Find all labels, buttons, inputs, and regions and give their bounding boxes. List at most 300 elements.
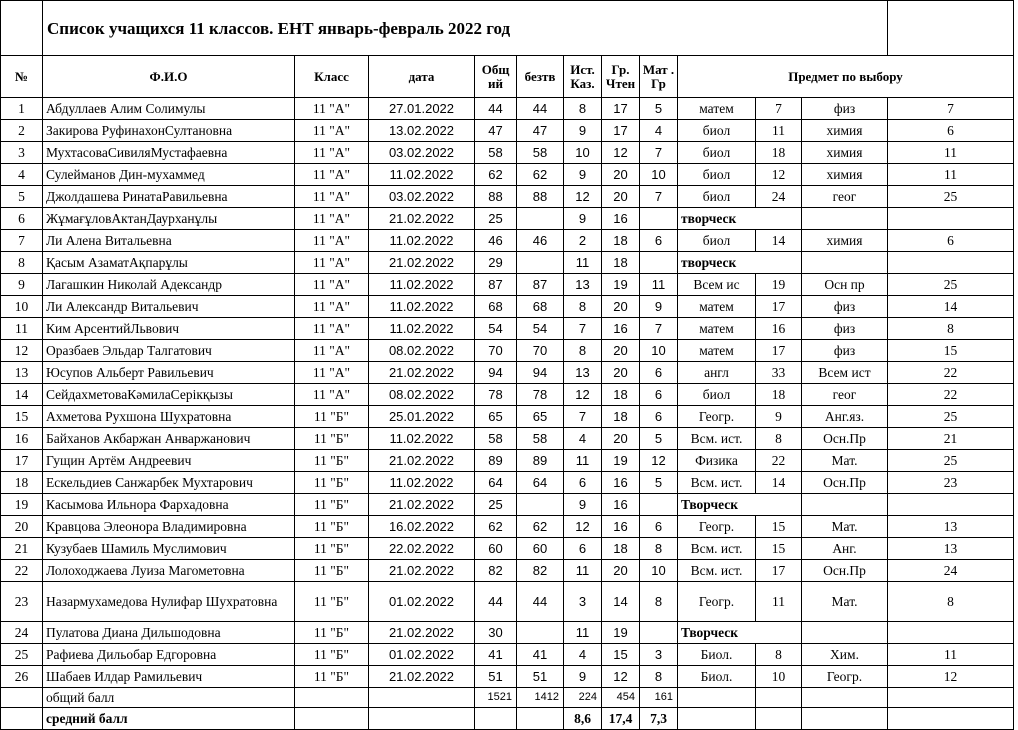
score-math xyxy=(640,208,678,230)
table-row xyxy=(1,98,1014,120)
elective-subject-2: Мат. xyxy=(802,516,888,538)
score-bezt: 68 xyxy=(517,296,564,318)
averages-label: средний балл xyxy=(43,708,295,730)
student-name: Ким АрсентийЛьвович xyxy=(43,318,295,340)
totals-history: 224 xyxy=(564,688,602,708)
score-bezt: 64 xyxy=(517,472,564,494)
elective-score-2: 11 xyxy=(888,164,1014,186)
exam-date: 11.02.2022 xyxy=(369,428,475,450)
header-bezt: безтв xyxy=(517,56,564,98)
score-math: 9 xyxy=(640,296,678,318)
student-name: Юсупов Альберт Равильевич xyxy=(43,362,295,384)
row-number: 7 xyxy=(1,230,43,252)
score-total: 88 xyxy=(475,186,517,208)
student-name: Лолоходжаева Луиза Магометовна xyxy=(43,560,295,582)
row-number: 10 xyxy=(1,296,43,318)
score-reading: 17 xyxy=(602,98,640,120)
elective-score-2: 13 xyxy=(888,538,1014,560)
elective-subject-1: Всм. ист. xyxy=(678,538,756,560)
elective-subject-2: физ xyxy=(802,98,888,120)
table-row xyxy=(1,666,1014,688)
row-number: 17 xyxy=(1,450,43,472)
score-bezt: 54 xyxy=(517,318,564,340)
elective-score-2: 25 xyxy=(888,406,1014,428)
elective-score-1: 10 xyxy=(756,666,802,688)
totals-bezt: 1412 xyxy=(517,688,564,708)
elective-subject-1: матем xyxy=(678,98,756,120)
exam-date: 01.02.2022 xyxy=(369,582,475,622)
averages-empty-bezt xyxy=(517,708,564,730)
header-class: Класс xyxy=(295,56,369,98)
exam-date: 11.02.2022 xyxy=(369,472,475,494)
score-reading: 16 xyxy=(602,516,640,538)
score-total: 68 xyxy=(475,296,517,318)
elective-score-2: 22 xyxy=(888,384,1014,406)
elective-subject-2: химия xyxy=(802,142,888,164)
student-name: Рафиева Дильобар Едгоровна xyxy=(43,644,295,666)
elective-score-2: 11 xyxy=(888,142,1014,164)
header-math: Мат . Гр xyxy=(640,56,678,98)
score-history: 9 xyxy=(564,208,602,230)
score-reading: 18 xyxy=(602,406,640,428)
table-row xyxy=(1,582,1014,622)
header-fio: Ф.И.О xyxy=(43,56,295,98)
header-read: Гр. Чтен xyxy=(602,56,640,98)
score-math: 6 xyxy=(640,384,678,406)
score-reading: 20 xyxy=(602,296,640,318)
score-math: 5 xyxy=(640,472,678,494)
table-row xyxy=(1,120,1014,142)
score-bezt: 51 xyxy=(517,666,564,688)
score-reading: 14 xyxy=(602,582,640,622)
elective-score-1: 18 xyxy=(756,384,802,406)
student-class: 11 "А" xyxy=(295,340,369,362)
elective-subject-2: геог xyxy=(802,186,888,208)
exam-date: 21.02.2022 xyxy=(369,666,475,688)
score-reading: 12 xyxy=(602,666,640,688)
score-math: 5 xyxy=(640,98,678,120)
score-total: 58 xyxy=(475,142,517,164)
elective-score-2: 24 xyxy=(888,560,1014,582)
averages-empty-class xyxy=(295,708,369,730)
exam-date: 21.02.2022 xyxy=(369,208,475,230)
exam-date: 11.02.2022 xyxy=(369,318,475,340)
table-row xyxy=(1,186,1014,208)
student-class: 11 "А" xyxy=(295,274,369,296)
score-math: 6 xyxy=(640,516,678,538)
score-reading: 18 xyxy=(602,384,640,406)
totals-empty xyxy=(678,688,756,708)
score-history: 7 xyxy=(564,318,602,340)
elective-subject-1: Всм. ист. xyxy=(678,472,756,494)
averages-empty xyxy=(678,708,756,730)
student-class: 11 "А" xyxy=(295,120,369,142)
totals-empty xyxy=(888,688,1014,708)
averages-empty-date xyxy=(369,708,475,730)
table-row xyxy=(1,362,1014,384)
elective-subject-1: биол xyxy=(678,230,756,252)
average-history: 8,6 xyxy=(564,708,602,730)
score-bezt: 70 xyxy=(517,340,564,362)
table-row xyxy=(1,296,1014,318)
elective-subject-2: химия xyxy=(802,230,888,252)
elective-subject-2: Мат. xyxy=(802,450,888,472)
score-total: 82 xyxy=(475,560,517,582)
score-bezt xyxy=(517,494,564,516)
totals-empty-date xyxy=(369,688,475,708)
score-total: 25 xyxy=(475,494,517,516)
score-reading: 18 xyxy=(602,538,640,560)
score-bezt: 78 xyxy=(517,384,564,406)
student-name: Сулейманов Дин-мухаммед xyxy=(43,164,295,186)
score-total: 25 xyxy=(475,208,517,230)
elective-score-2: 25 xyxy=(888,186,1014,208)
student-name: Назармухамедова Нулифар Шухратовна xyxy=(43,582,295,622)
score-bezt: 47 xyxy=(517,120,564,142)
student-name: Шабаев Илдар Рамильевич xyxy=(43,666,295,688)
exam-date: 08.02.2022 xyxy=(369,384,475,406)
student-name: Абдуллаев Алим Солимулы xyxy=(43,98,295,120)
average-reading: 17,4 xyxy=(602,708,640,730)
exam-date: 25.01.2022 xyxy=(369,406,475,428)
elective-subject-1: Всм. ист. xyxy=(678,428,756,450)
score-bezt: 65 xyxy=(517,406,564,428)
table-row xyxy=(1,406,1014,428)
exam-date: 03.02.2022 xyxy=(369,142,475,164)
student-class: 11 "А" xyxy=(295,208,369,230)
table-row xyxy=(1,142,1014,164)
score-history: 11 xyxy=(564,252,602,274)
score-total: 70 xyxy=(475,340,517,362)
score-math xyxy=(640,494,678,516)
row-number: 23 xyxy=(1,582,43,622)
score-history: 9 xyxy=(564,120,602,142)
elective-subject-1: биол xyxy=(678,384,756,406)
score-math: 12 xyxy=(640,450,678,472)
averages-empty xyxy=(802,708,888,730)
elective-score-1: 8 xyxy=(756,644,802,666)
elective-subject-2 xyxy=(802,494,888,516)
elective-subject-1: биол xyxy=(678,142,756,164)
elective-score-2 xyxy=(888,494,1014,516)
elective-subject-1: Геогр. xyxy=(678,582,756,622)
table-row xyxy=(1,472,1014,494)
score-total: 47 xyxy=(475,120,517,142)
elective-score-2: 22 xyxy=(888,362,1014,384)
totals-empty xyxy=(802,688,888,708)
exam-date: 21.02.2022 xyxy=(369,622,475,644)
elective-score-2: 25 xyxy=(888,450,1014,472)
table-row xyxy=(1,208,1014,230)
elective-subject-2: Осн.Пр xyxy=(802,472,888,494)
score-math xyxy=(640,252,678,274)
elective-subject-1: биол xyxy=(678,120,756,142)
student-class: 11 "Б" xyxy=(295,472,369,494)
header-total: Общ ий xyxy=(475,56,517,98)
score-math: 3 xyxy=(640,644,678,666)
header-date: дата xyxy=(369,56,475,98)
score-bezt: 58 xyxy=(517,428,564,450)
score-reading: 17 xyxy=(602,120,640,142)
elective-score-1: 24 xyxy=(756,186,802,208)
student-class: 11 "Б" xyxy=(295,516,369,538)
student-class: 11 "Б" xyxy=(295,666,369,688)
student-name: Лагашкин Николай Адександр xyxy=(43,274,295,296)
score-bezt: 62 xyxy=(517,164,564,186)
elective-subject-2: Осн.Пр xyxy=(802,560,888,582)
student-class: 11 "А" xyxy=(295,164,369,186)
elective-subject-2: Анг.яз. xyxy=(802,406,888,428)
elective-score-2 xyxy=(888,252,1014,274)
row-number: 18 xyxy=(1,472,43,494)
exam-date: 11.02.2022 xyxy=(369,164,475,186)
table-row xyxy=(1,450,1014,472)
student-class: 11 "Б" xyxy=(295,622,369,644)
header-hist: Ист. Каз. xyxy=(564,56,602,98)
exam-date: 13.02.2022 xyxy=(369,120,475,142)
row-number: 8 xyxy=(1,252,43,274)
score-total: 44 xyxy=(475,98,517,120)
table-row xyxy=(1,384,1014,406)
student-class: 11 "А" xyxy=(295,296,369,318)
elective-subject-1: Биол. xyxy=(678,644,756,666)
row-number: 6 xyxy=(1,208,43,230)
table-row xyxy=(1,318,1014,340)
totals-reading: 454 xyxy=(602,688,640,708)
averages-empty-total xyxy=(475,708,517,730)
score-total: 78 xyxy=(475,384,517,406)
elective-subject-2: Хим. xyxy=(802,644,888,666)
score-history: 12 xyxy=(564,384,602,406)
student-name: МухтасоваСивиляМустафаевна xyxy=(43,142,295,164)
table-row xyxy=(1,622,1014,644)
table-row xyxy=(1,538,1014,560)
score-reading: 16 xyxy=(602,494,640,516)
exam-date: 21.02.2022 xyxy=(369,252,475,274)
score-reading: 20 xyxy=(602,186,640,208)
student-name: Ескельдиев Санжарбек Мухтарович xyxy=(43,472,295,494)
row-number: 4 xyxy=(1,164,43,186)
score-history: 11 xyxy=(564,622,602,644)
elective-score-1: 14 xyxy=(756,472,802,494)
elective-score-2: 13 xyxy=(888,516,1014,538)
score-math: 11 xyxy=(640,274,678,296)
elective-score-1: 15 xyxy=(756,538,802,560)
elective-subject-2: Осн пр xyxy=(802,274,888,296)
totals-label: общий балл xyxy=(43,688,295,708)
elective-score-1: 9 xyxy=(756,406,802,428)
score-bezt xyxy=(517,622,564,644)
student-name: Кравцова Элеонора Владимировна xyxy=(43,516,295,538)
student-name: Оразбаев Эльдар Талгатович xyxy=(43,340,295,362)
elective-creative: творческ xyxy=(678,208,802,230)
student-name: Байханов Акбаржан Анваржанович xyxy=(43,428,295,450)
score-bezt: 58 xyxy=(517,142,564,164)
elective-score-1: 11 xyxy=(756,120,802,142)
score-total: 54 xyxy=(475,318,517,340)
score-reading: 19 xyxy=(602,274,640,296)
score-total: 41 xyxy=(475,644,517,666)
score-total: 29 xyxy=(475,252,517,274)
elective-score-1: 17 xyxy=(756,296,802,318)
totals-spacer xyxy=(1,688,43,708)
elective-subject-2: Осн.Пр xyxy=(802,428,888,450)
score-history: 8 xyxy=(564,98,602,120)
student-name: Закирова РуфинахонСултановна xyxy=(43,120,295,142)
averages-empty xyxy=(888,708,1014,730)
averages-empty xyxy=(756,708,802,730)
elective-score-2: 25 xyxy=(888,274,1014,296)
score-reading: 20 xyxy=(602,340,640,362)
row-number: 11 xyxy=(1,318,43,340)
elective-score-1: 14 xyxy=(756,230,802,252)
score-history: 2 xyxy=(564,230,602,252)
exam-date: 27.01.2022 xyxy=(369,98,475,120)
student-class: 11 "А" xyxy=(295,142,369,164)
score-total: 64 xyxy=(475,472,517,494)
elective-score-1: 8 xyxy=(756,428,802,450)
student-class: 11 "А" xyxy=(295,252,369,274)
elective-score-2: 11 xyxy=(888,644,1014,666)
score-history: 7 xyxy=(564,406,602,428)
row-number: 24 xyxy=(1,622,43,644)
score-total: 46 xyxy=(475,230,517,252)
score-math: 6 xyxy=(640,362,678,384)
student-class: 11 "Б" xyxy=(295,428,369,450)
exam-date: 08.02.2022 xyxy=(369,340,475,362)
elective-score-2: 12 xyxy=(888,666,1014,688)
elective-subject-1: матем xyxy=(678,318,756,340)
score-bezt: 82 xyxy=(517,560,564,582)
score-reading: 20 xyxy=(602,362,640,384)
score-bezt: 44 xyxy=(517,582,564,622)
elective-score-2: 15 xyxy=(888,340,1014,362)
elective-subject-2: геог xyxy=(802,384,888,406)
elective-subject-1: Геогр. xyxy=(678,406,756,428)
exam-date: 22.02.2022 xyxy=(369,538,475,560)
student-name: Қасым АзаматАқпарұлы xyxy=(43,252,295,274)
student-class: 11 "Б" xyxy=(295,494,369,516)
elective-subject-1: Физика xyxy=(678,450,756,472)
row-number: 22 xyxy=(1,560,43,582)
score-bezt: 94 xyxy=(517,362,564,384)
score-math: 5 xyxy=(640,428,678,450)
elective-score-1: 12 xyxy=(756,164,802,186)
table-row xyxy=(1,644,1014,666)
student-name: СейдахметоваКәмилаСерікқызы xyxy=(43,384,295,406)
elective-score-1: 11 xyxy=(756,582,802,622)
elective-subject-2: физ xyxy=(802,296,888,318)
elective-subject-1: матем xyxy=(678,340,756,362)
student-class: 11 "А" xyxy=(295,186,369,208)
averages-row xyxy=(1,708,1014,730)
elective-subject-2: Анг. xyxy=(802,538,888,560)
score-math: 7 xyxy=(640,142,678,164)
score-reading: 15 xyxy=(602,644,640,666)
exam-date: 21.02.2022 xyxy=(369,494,475,516)
elective-score-1: 17 xyxy=(756,340,802,362)
score-reading: 19 xyxy=(602,622,640,644)
score-history: 13 xyxy=(564,274,602,296)
elective-subject-1: матем xyxy=(678,296,756,318)
elective-score-1: 15 xyxy=(756,516,802,538)
score-history: 3 xyxy=(564,582,602,622)
table-row xyxy=(1,230,1014,252)
header-num: № xyxy=(1,56,43,98)
row-number: 2 xyxy=(1,120,43,142)
score-total: 62 xyxy=(475,164,517,186)
score-reading: 18 xyxy=(602,230,640,252)
score-total: 51 xyxy=(475,666,517,688)
student-class: 11 "Б" xyxy=(295,644,369,666)
score-bezt xyxy=(517,252,564,274)
score-math: 6 xyxy=(640,230,678,252)
elective-score-1: 7 xyxy=(756,98,802,120)
average-math: 7,3 xyxy=(640,708,678,730)
score-math: 8 xyxy=(640,582,678,622)
elective-score-1: 16 xyxy=(756,318,802,340)
table-row xyxy=(1,516,1014,538)
student-class: 11 "А" xyxy=(295,362,369,384)
score-history: 9 xyxy=(564,494,602,516)
elective-creative: Творческ xyxy=(678,494,802,516)
score-history: 8 xyxy=(564,296,602,318)
student-class: 11 "А" xyxy=(295,230,369,252)
student-name: Касымова Ильнора Фархадовна xyxy=(43,494,295,516)
elective-score-2: 6 xyxy=(888,230,1014,252)
row-number: 15 xyxy=(1,406,43,428)
table-row xyxy=(1,252,1014,274)
score-history: 13 xyxy=(564,362,602,384)
exam-date: 11.02.2022 xyxy=(369,274,475,296)
score-bezt: 60 xyxy=(517,538,564,560)
row-number: 14 xyxy=(1,384,43,406)
elective-subject-1: биол xyxy=(678,164,756,186)
score-total: 44 xyxy=(475,582,517,622)
student-class: 11 "Б" xyxy=(295,538,369,560)
elective-subject-2: физ xyxy=(802,340,888,362)
score-total: 30 xyxy=(475,622,517,644)
elective-subject-1: Всм. ист. xyxy=(678,560,756,582)
student-class: 11 "Б" xyxy=(295,406,369,428)
score-total: 60 xyxy=(475,538,517,560)
exam-date: 03.02.2022 xyxy=(369,186,475,208)
exam-date: 01.02.2022 xyxy=(369,644,475,666)
table-row xyxy=(1,164,1014,186)
row-number: 25 xyxy=(1,644,43,666)
elective-creative: Творческ xyxy=(678,622,802,644)
exam-date: 21.02.2022 xyxy=(369,362,475,384)
exam-date: 11.02.2022 xyxy=(369,296,475,318)
score-math: 10 xyxy=(640,340,678,362)
table-row xyxy=(1,340,1014,362)
score-reading: 20 xyxy=(602,164,640,186)
elective-subject-1: Всем ис xyxy=(678,274,756,296)
student-class: 11 "А" xyxy=(295,318,369,340)
student-name: Гущин Артём Андреевич xyxy=(43,450,295,472)
score-reading: 18 xyxy=(602,252,640,274)
score-history: 8 xyxy=(564,340,602,362)
elective-score-2 xyxy=(888,208,1014,230)
elective-score-1: 33 xyxy=(756,362,802,384)
elective-subject-1: англ xyxy=(678,362,756,384)
student-name: ЖұмағұловАктанДаурханұлы xyxy=(43,208,295,230)
row-number: 1 xyxy=(1,98,43,120)
score-reading: 20 xyxy=(602,428,640,450)
elective-score-2: 23 xyxy=(888,472,1014,494)
title-right-cell xyxy=(888,1,1014,56)
student-class: 11 "А" xyxy=(295,384,369,406)
